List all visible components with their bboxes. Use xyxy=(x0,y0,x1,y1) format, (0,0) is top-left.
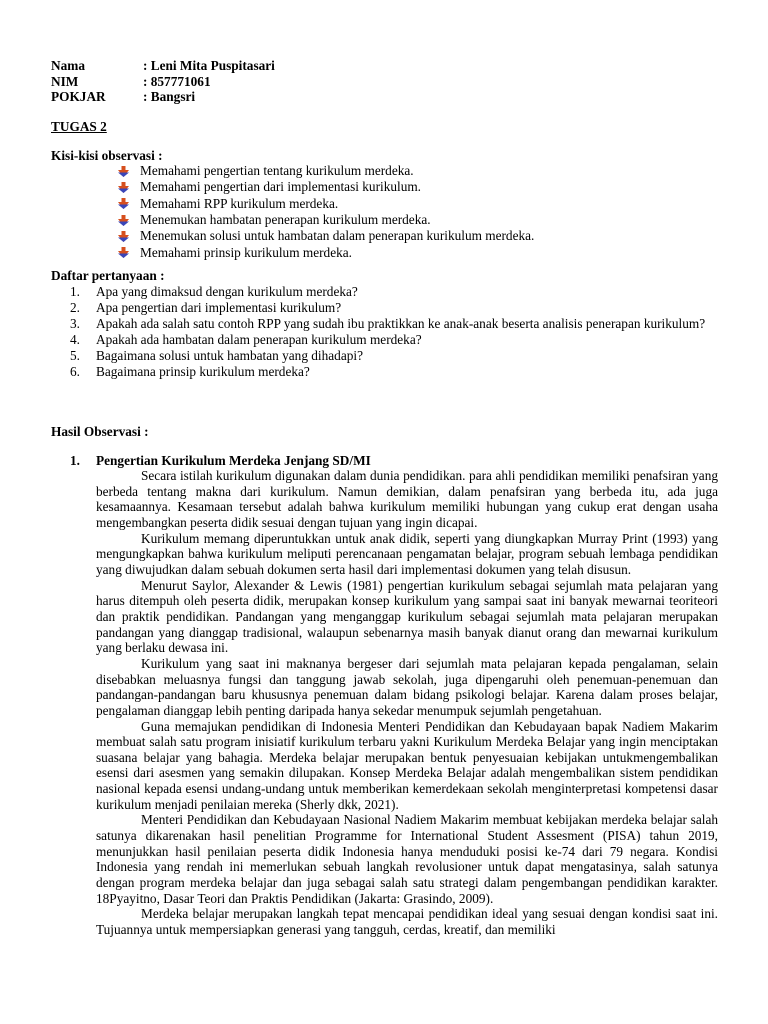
identity-row-name xyxy=(51,58,275,74)
question-text: Apa yang dimaksud dengan kurikulum merdeka? xyxy=(96,284,358,299)
arrow-bullet-icon xyxy=(118,215,140,226)
question-number: 6. xyxy=(70,364,80,379)
paragraph: Merdeka belajar merupakan langkah tepat mencapai pendidikan ideal yang sesuai dengan kondisi saat ini. Tujuannya untuk mempersiapkan generasi yang tangguh, cerdas, kreatif, dan memiliki xyxy=(96,906,718,938)
arrow-bullet-icon xyxy=(118,182,140,193)
question-text: Bagaimana prinsip kurikulum merdeka? xyxy=(96,364,310,379)
pokjar-value: : Bangsri xyxy=(143,89,196,104)
identity-block xyxy=(51,58,275,105)
identity-row-pokjar xyxy=(51,89,275,105)
question-number: 2. xyxy=(70,300,80,315)
outline-item-text: Memahami pengertian tentang kurikulum merdeka. xyxy=(140,163,414,179)
question-text: Apakah ada hambatan dalam penerapan kurikulum merdeka? xyxy=(96,332,422,347)
list-item xyxy=(118,212,534,228)
nim-label: NIM xyxy=(51,73,79,89)
observation-outline-heading: Kisi-kisi observasi : xyxy=(51,148,163,163)
outline-item-text: Memahami prinsip kurikulum merdeka. xyxy=(140,244,352,260)
list-item xyxy=(70,284,720,300)
observation-results-heading: Hasil Observasi : xyxy=(51,424,149,439)
pokjar-label: POKJAR xyxy=(51,89,106,104)
section-number: 1. xyxy=(70,453,80,468)
list-item xyxy=(118,244,534,260)
nim-value: : 857771061 xyxy=(143,73,211,89)
question-number: 5. xyxy=(70,348,80,363)
arrow-bullet-icon xyxy=(118,166,140,177)
question-text: Apa pengertian dari implementasi kurikulum? xyxy=(96,300,342,315)
arrow-bullet-icon xyxy=(118,247,140,258)
arrow-bullet-icon xyxy=(118,198,140,209)
list-item xyxy=(118,228,534,244)
outline-item-text: Menemukan hambatan penerapan kurikulum merdeka. xyxy=(140,212,431,228)
question-list-heading: Daftar pertanyaan : xyxy=(51,268,165,283)
list-item xyxy=(70,364,720,380)
identity-row-nim xyxy=(51,74,275,90)
name-value: : Leni Mita Puspitasari xyxy=(143,58,275,73)
paragraph: Guna memajukan pendidikan di Indonesia Menteri Pendidikan dan Kebudayaan bapak Nadiem Makarim membuat salah satu program inisiatif kurikulum terbaru yakni Kurikulum Merdeka Belajar yang ingin menciptakan suasana belajar yang bahagia. Merdeka belajar merupakan bentuk penyesuaian kebijakan untukmengembalikan esensi dari asesmen yang semakin dilupakan. Konsep Merdeka Belajar adalah mengembalikan sistem pendidikan nasional kepada esensi undang-undang untuk memberikan kemerdekaan sekolah menginterpretasi kompetensi dasar kurikulum menjadi penilaian mereka (Sherly dkk, 2021). xyxy=(96,718,718,812)
observation-outline-list xyxy=(118,163,534,261)
paragraph: Secara istilah kurikulum digunakan dalam dunia pendidikan. para ahli pendidikan memiliki penafsiran yang berbeda tentang makna dari kurikulum. Namun demikian, dalam penafsiran yang berbeda itu, ada juga kesamaannya. Kesamaan tersebut adalah bahwa kurikulum memiliki hubungan yang cukup erat dengan usaha mengembangkan peserta didik sesuai dengan tujuan yang ingin dicapai. xyxy=(96,468,718,530)
list-item xyxy=(70,316,720,332)
list-item xyxy=(70,332,720,348)
question-text: Bagaimana solusi untuk hambatan yang dihadapi? xyxy=(96,348,363,363)
paragraph: Menteri Pendidikan dan Kebudayaan Nasional Nadiem Makarim membuat kebijakan merdeka belajar salah satunya dikarenakan hasil penelitian Programme for International Student Assesment (PISA) tahun 2019, menunjukkan hasil penilaian peserta didik Indonesia hanya menduduki posisi ke-74 dari 79 negara. Kondisi Indonesia yang rendah ini memerlukan sebuah langkah revolusioner untuk dapat mengatasinya, salah satunya dengan program merdeka belajar dan juga sebagai salah satu strategi dalam pengembangan pendidikan karakter. 18Pyayitno, Dasar Teori dan Praktis Pendidikan (Jakarta: Grasindo, 2009). xyxy=(96,812,718,906)
arrow-bullet-icon xyxy=(118,231,140,242)
body-text xyxy=(96,468,718,938)
assignment-title: TUGAS 2 xyxy=(51,119,107,134)
list-item xyxy=(70,348,720,364)
list-item xyxy=(118,163,534,179)
outline-item-text: Memahami pengertian dari implementasi kurikulum. xyxy=(140,179,422,195)
list-item xyxy=(118,196,534,212)
paragraph: Kurikulum memang diperuntukkan untuk anak didik, seperti yang diungkapkan Murray Print (1993) yang mengungkapkan bahwa kurikulum meliputi perencanaan pengamatan belajar, program sebuah lembaga pendidikan yang diwujudkan dalam sebuah dokumen serta hasil dari implementasi dokumen yang telah disusun. xyxy=(96,530,718,577)
question-text: Apakah ada salah satu contoh RPP yang sudah ibu praktikkan ke anak-anak beserta analisis penerapan kurikulum? xyxy=(96,316,706,331)
list-item xyxy=(70,300,720,316)
paragraph: Kurikulum yang saat ini maknanya bergeser dari sejumlah mata pelajaran kepada pengalaman, selain disebabkan meluasnya fungsi dan tanggung jawab sekolah, juga dipengaruhi oleh penemuan-penemuan dan pandangan-pandangan baru khususnya penemuan dalam bidang psikologi belajar. Karena dalam proses belajar, pengalaman dianggap lebih penting daripada hanya sekedar menumpuk sejumlah pengetahuan. xyxy=(96,655,718,718)
outline-item-text: Menemukan solusi untuk hambatan dalam penerapan kurikulum merdeka. xyxy=(140,228,535,244)
outline-item-text: Memahami RPP kurikulum merdeka. xyxy=(140,195,339,211)
paragraph: Menurut Saylor, Alexander & Lewis (1981) pengertian kurikulum sebagai sejumlah mata pelajaran yang harus ditempuh oleh peserta didik, merupakan konsep kurikulum yang sampai saat ini banyak mewarnai teoriteori dan praktik pendidikan. Pandangan yang menganggap kurikulum sebagai sejumlah mata pelajaran merupakan pandangan yang dianggap tradisional, walaupun sebenarnya masih banyak dianut orang dan mewarnai kurikulum yang berlaku dewasa ini. xyxy=(96,577,718,656)
question-number: 1. xyxy=(70,284,80,299)
question-list xyxy=(70,284,720,380)
section-title: Pengertian Kurikulum Merdeka Jenjang SD/MI xyxy=(96,453,371,468)
section-heading xyxy=(70,453,371,469)
question-number: 3. xyxy=(70,316,80,331)
list-item xyxy=(118,179,534,195)
name-label: Nama xyxy=(51,58,85,73)
question-number: 4. xyxy=(70,332,80,347)
